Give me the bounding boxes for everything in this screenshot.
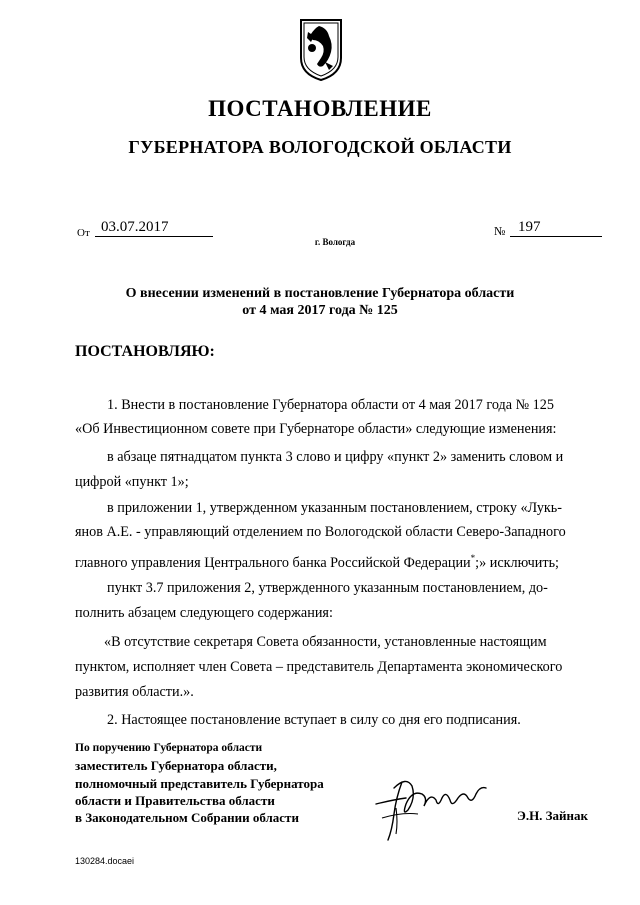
signatory-title-line: в Законодательном Собрании области (75, 810, 299, 825)
body-line-part: ;» исключить; (475, 555, 559, 571)
signatory-title-line: полномочный представитель Губернатора (75, 776, 324, 791)
number-prefix: № (494, 224, 506, 238)
signatory-name: Э.Н. Зайнак (517, 808, 589, 823)
document-number: 197 (510, 218, 602, 237)
footer-doc-code: 130284.docaei (75, 856, 135, 866)
signatory-title-line: заместитель Губернатора области, (75, 758, 277, 773)
body-line: в абзаце пятнадцатом пункта 3 слово и цифру «пункт 2» заменить словом и (107, 449, 564, 465)
body-line: в приложении 1, утвержденном указанным постановлением, строку «Лукь- (107, 500, 563, 516)
subject-line-2: от 4 мая 2017 года № 125 (242, 303, 398, 318)
handwritten-signature (372, 768, 492, 844)
document-date: 03.07.2017 (95, 218, 213, 237)
decree-word: ПОСТАНОВЛЯЮ: (75, 343, 215, 360)
body-line: «В отсутствие секретаря Совета обязанности, установленные настоящим (104, 634, 547, 650)
document-subtitle: ГУБЕРНАТОРА ВОЛОГОДСКОЙ ОБЛАСТИ (128, 137, 512, 157)
vologda-coat-of-arms-icon (299, 18, 343, 82)
document-title: ПОСТАНОВЛЕНИЕ (208, 96, 432, 121)
footnote-mark: * (470, 553, 476, 563)
body-line: янов А.Е. - управляющий отделением по Вологодской области Северо-Западного (75, 524, 566, 540)
body-line: пункт 3.7 приложения 2, утвержденного указанным постановлением, до- (107, 580, 548, 596)
signatory-title-line: области и Правительства области (75, 793, 275, 808)
signature-prefix: По поручению Губернатора области (75, 742, 263, 754)
date-prefix: От (77, 227, 90, 239)
body-line: «Об Инвестиционном совете при Губернаторе области» следующие изменения: (75, 421, 557, 437)
body-line: 1. Внести в постановление Губернатора области от 4 мая 2017 года № 125 (107, 397, 554, 413)
city-label: г. Вологда (314, 237, 356, 247)
body-line: 2. Настоящее постановление вступает в силу со дня его подписания. (107, 712, 521, 728)
body-line (75, 550, 559, 572)
body-line: развития области.». (75, 684, 194, 700)
subject-line-1: О внесении изменений в постановление Губернатора области (125, 286, 515, 301)
body-line: цифрой «пункт 1»; (75, 474, 189, 490)
body-line: пунктом, исполняет член Совета – представитель Департамента экономического (75, 659, 563, 675)
body-line-part: главного управления Центрального банка Российской Федерации (75, 555, 471, 571)
body-line: полнить абзацем следующего содержания: (75, 605, 333, 621)
